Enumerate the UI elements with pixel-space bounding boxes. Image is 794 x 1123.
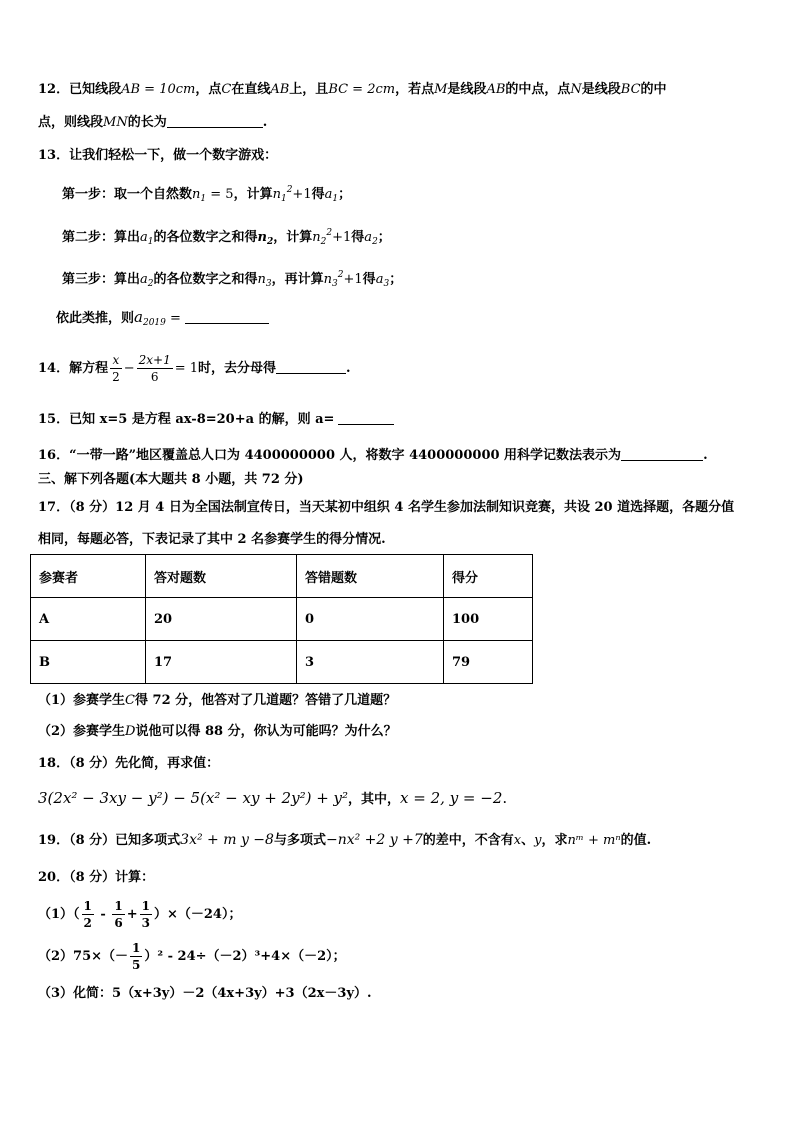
- q17-student-d: D: [125, 724, 136, 739]
- q12-text: 的中点，点: [505, 82, 571, 97]
- q12-bc-eq: BC = 2cm: [328, 82, 396, 97]
- q17-text: 说他可以得 88 分，你认为可能吗？为什么？: [135, 724, 397, 739]
- q18-values: x = 2, y = −2: [400, 789, 503, 807]
- q14-minus: −: [123, 361, 135, 376]
- q20-fraction: $\frac{1}{5}$: [132, 941, 141, 972]
- q20-head: 20．（8 分）计算：: [38, 870, 155, 885]
- q19-text: 的差中，不含有: [422, 833, 514, 848]
- table-cell: 0: [297, 598, 444, 641]
- q13-text: 得: [311, 187, 325, 202]
- q14-fraction-2: $\frac{2x+1}{6}$: [138, 353, 171, 384]
- q13-n: n: [192, 187, 201, 202]
- table-row: [31, 598, 533, 641]
- table-cell: 100: [444, 598, 533, 641]
- q13-n1sq: $n_1^2$: [272, 185, 293, 204]
- q14-eq: = 1: [174, 361, 199, 376]
- q19-text: 19．（8 分）已知多项式: [38, 833, 181, 848]
- q13-calc: +1: [343, 272, 363, 287]
- q17-text: 得 72 分，他答对了几道题？答错了几道题？: [135, 693, 397, 708]
- table-header-cell: 答错题数: [297, 555, 444, 598]
- q20-fraction: $\frac{1}{3}$: [141, 899, 150, 930]
- q12-line2: [38, 113, 267, 133]
- q13-calc: +1: [332, 230, 352, 245]
- q12-text: 已知线段: [69, 82, 122, 97]
- q18-text: ，其中，: [348, 792, 401, 807]
- q20-text: ）² - 24÷（－2）³+4×（－2）；: [144, 949, 346, 964]
- q13-text: ，再计算: [271, 272, 324, 287]
- table-cell: 79: [444, 641, 533, 684]
- q12-text: 是线段: [581, 82, 621, 97]
- q20-minus: -: [95, 907, 111, 922]
- q18-head: 18．（8 分）先化简，再求值：: [38, 756, 220, 771]
- q19-line: [38, 830, 651, 851]
- q13-text: ，计算: [273, 230, 313, 245]
- q17-line2: 相同，每题必答，下表记录了其中 2 名参赛学生的得分情况.: [38, 532, 386, 547]
- q13-intro: 13．让我们轻松一下，做一个数字游戏：: [38, 148, 278, 163]
- table-cell: A: [31, 598, 146, 641]
- q12-ab: AB: [486, 82, 506, 97]
- q12-bc: BC: [620, 82, 641, 97]
- q13-text: 得: [351, 230, 365, 245]
- q13-a1: $a_1$: [140, 230, 154, 247]
- q15-answer-blank[interactable]: [338, 410, 394, 425]
- q13-text: ；: [377, 230, 391, 245]
- q18-end: .: [502, 789, 508, 807]
- q14-answer-blank[interactable]: [276, 359, 346, 374]
- q13-eq: = 5: [206, 187, 234, 202]
- q15-text: 15．已知 x=5 是方程 ax-8=20+a 的解，则 a=: [38, 412, 335, 427]
- q13-step1: [62, 180, 351, 209]
- q19-text: ，求: [541, 833, 568, 848]
- q13-a2019: $a_{2019}$: [134, 308, 166, 328]
- q17-text: （2）参赛学生: [38, 724, 126, 739]
- q12-point-c: C: [221, 82, 232, 97]
- q17-line1: 17．（8 分）12 月 4 日为全国法制宣传日，当天某初中组织 4 名学生参加法制知识竞赛，共设 20 道选择题，各题分值: [38, 500, 735, 515]
- table-row: [31, 641, 533, 684]
- table-header-row: [31, 555, 533, 598]
- q13-text: 得: [362, 272, 376, 287]
- table-header-cell: 得分: [444, 555, 533, 598]
- q12-text: 上，且: [289, 82, 329, 97]
- q12-text: ，点: [195, 82, 222, 97]
- q19-expr: nᵐ + mⁿ: [567, 833, 621, 848]
- section-three-title: 三、解下列各题(本大题共 8 小题，共 72 分): [38, 472, 304, 487]
- q14-fraction-1: $\frac{x}{2}$: [112, 353, 120, 384]
- table-header-cell: 参赛者: [31, 555, 146, 598]
- q16-text: 16．“一带一路”地区覆盖总人口为 4400000000 人，将数字 4400000000 用科学记数法表示为: [38, 448, 622, 463]
- q13-text: 第三步：算出: [62, 272, 141, 287]
- q13-n2sq: $n_2^2$: [312, 228, 333, 247]
- q20-part1: [38, 898, 241, 932]
- q20-text: （2）75×（－: [38, 949, 129, 964]
- q13-a2: $a_2$: [140, 272, 154, 289]
- table-header-cell: 答对题数: [146, 555, 297, 598]
- q13-text: 第一步：取一个自然数: [62, 187, 193, 202]
- q18-expression: 3(2x² − 3xy − y²) − 5(x² − xy + 2y²) + y²: [38, 789, 349, 807]
- q17-text: （1）参赛学生: [38, 693, 126, 708]
- q12-text: 的长为: [127, 115, 167, 130]
- q14-text: 时，去分母得: [198, 361, 277, 376]
- q19-text: 与多项式: [273, 833, 326, 848]
- q12-text: 的中: [640, 82, 667, 97]
- q13-text: 的各位数字之和得: [153, 272, 258, 287]
- q12-text: 在直线: [231, 82, 271, 97]
- q13-text: 第二步：算出: [62, 230, 141, 245]
- q19-text: 的值.: [620, 833, 652, 848]
- q13-calc: +1: [292, 187, 312, 202]
- q13-n3: $n_3$: [257, 272, 272, 289]
- q12-mn: MN: [103, 115, 128, 130]
- q13-text: 的各位数字之和得: [153, 230, 258, 245]
- q19-x: x: [513, 833, 522, 848]
- q19-poly1: 3x² + m y −8: [180, 832, 274, 848]
- q13-eq: =: [165, 311, 181, 326]
- q14-end: .: [346, 361, 351, 376]
- q12-ab: AB: [270, 82, 290, 97]
- q13-answer-blank[interactable]: [185, 309, 269, 324]
- q12-text: 点，则线段: [38, 115, 104, 130]
- q19-y: y: [534, 833, 542, 848]
- table-cell: 17: [146, 641, 297, 684]
- q20-fraction: $\frac{1}{6}$: [114, 899, 123, 930]
- q12-answer-blank[interactable]: [167, 113, 263, 128]
- q12-text: ，若点: [395, 82, 435, 97]
- table-cell: 20: [146, 598, 297, 641]
- q13-text: ，计算: [233, 187, 273, 202]
- q13-text: 依此类推，则: [56, 311, 135, 326]
- q13-text: ；: [389, 272, 403, 287]
- q13-n3sq: $n_3^2$: [323, 270, 344, 289]
- q20-text: ）×（－24）；: [153, 907, 242, 922]
- score-table: [30, 554, 533, 684]
- q16-line: [38, 446, 708, 466]
- q17-part1: [38, 691, 396, 711]
- q12-line1: [38, 80, 667, 100]
- q14-line: [38, 352, 351, 386]
- q16-answer-blank[interactable]: [621, 446, 703, 461]
- q12-text: 是线段: [447, 82, 487, 97]
- q16-end: .: [703, 448, 708, 463]
- q20-plus: +: [126, 907, 138, 922]
- q18-expression-line: [38, 788, 507, 810]
- q19-text: 、: [521, 833, 535, 848]
- q12-number: 12．: [38, 82, 70, 97]
- q20-fraction: $\frac{1}{2}$: [83, 899, 92, 930]
- q13-a2: $a_2$: [364, 230, 378, 247]
- q13-last: [56, 307, 269, 333]
- q12-end: .: [262, 115, 268, 130]
- q13-step3: [62, 265, 402, 294]
- q17-student-c: C: [125, 693, 135, 708]
- q13-n2: $n_2$: [257, 230, 274, 247]
- q13-a1: $a_1$: [324, 187, 339, 204]
- q19-poly2: −nx² +2 y +7: [325, 832, 423, 848]
- q12-point-n: N: [570, 82, 582, 97]
- q12-ab-eq: AB = 10cm: [121, 82, 196, 97]
- q12-point-m: M: [434, 82, 448, 97]
- q20-part3: （3）化简：5（x+3y）－2（4x+3y）+3（2x－3y）.: [38, 986, 372, 1001]
- q13-step2: [62, 223, 391, 252]
- table-cell: 3: [297, 641, 444, 684]
- table-cell: B: [31, 641, 146, 684]
- q13-text: ；: [338, 187, 352, 202]
- q20-part2: [38, 940, 346, 974]
- q14-text: 14．解方程: [38, 361, 109, 376]
- q13-a3: $a_3$: [375, 272, 390, 289]
- q15-line: [38, 410, 394, 430]
- q20-text: （1）（: [38, 907, 80, 922]
- q17-part2: [38, 722, 397, 742]
- q13-sub: 1: [200, 194, 207, 204]
